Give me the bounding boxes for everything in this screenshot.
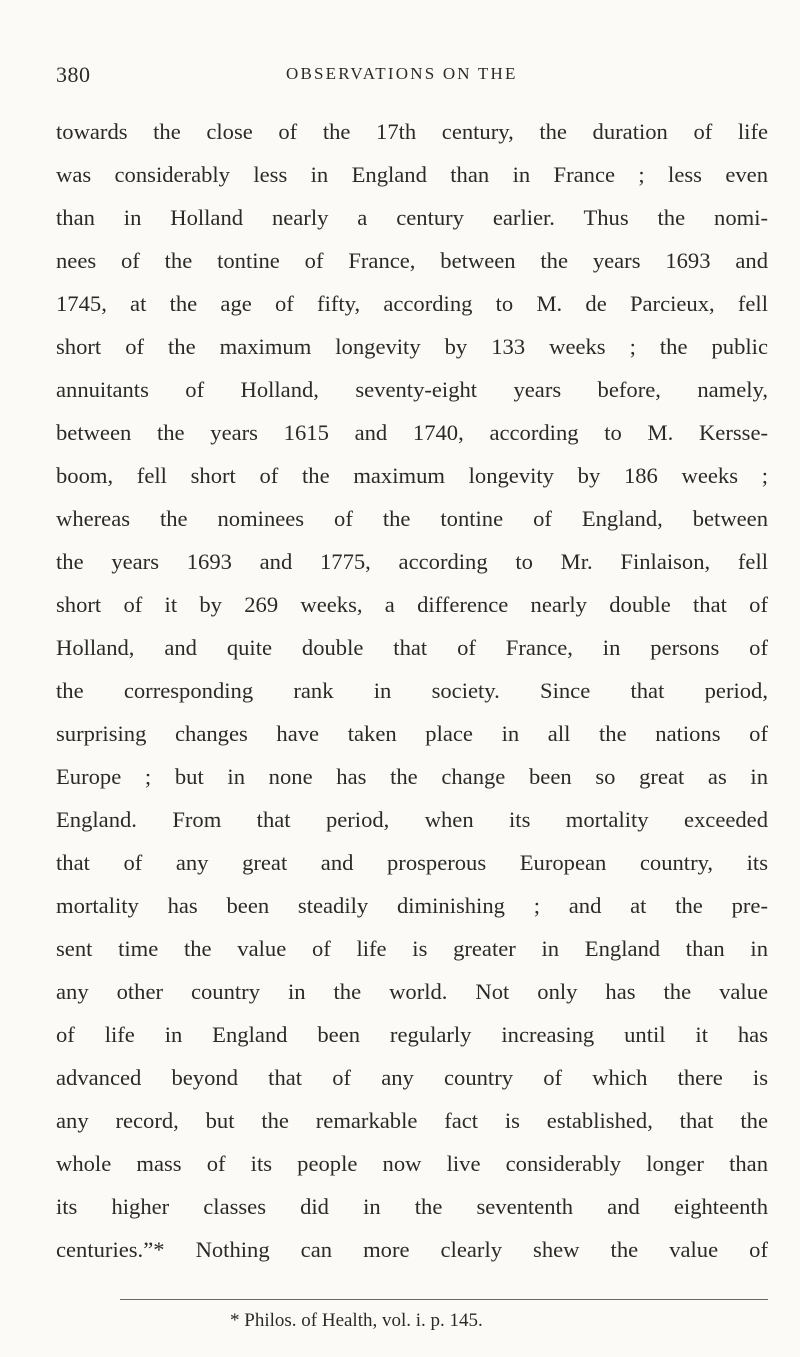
text-line: the years 1693 and 1775, according to Mr. Finlaison, fell <box>56 549 768 574</box>
text-line: short of the maximum longevity by 133 weeks ; the public <box>56 334 768 359</box>
text-line: surprising changes have taken place in all the nations of <box>56 721 768 746</box>
text-line: sent time the value of life is greater in England than in <box>56 936 768 961</box>
text-line: between the years 1615 and 1740, according to M. Kersse- <box>56 420 768 445</box>
text-line: centuries.”* Nothing can more clearly shew the value of <box>56 1237 768 1262</box>
footnote-rule <box>120 1299 768 1300</box>
text-line: whole mass of its people now live considerably longer than <box>56 1151 768 1176</box>
text-line: boom, fell short of the maximum longevity by 186 weeks ; <box>56 463 768 488</box>
running-title: OBSERVATIONS ON THE <box>286 64 518 83</box>
running-head <box>56 62 766 92</box>
text-line: Holland, and quite double that of France, in persons of <box>56 635 768 660</box>
text-line: advanced beyond that of any country of which there is <box>56 1065 768 1090</box>
text-line: mortality has been steadily diminishing ; and at the pre- <box>56 893 768 918</box>
text-line: whereas the nominees of the tontine of England, between <box>56 506 768 531</box>
body-text <box>56 110 768 1271</box>
text-line: Europe ; but in none has the change been so great as in <box>56 764 768 789</box>
text-line: annuitants of Holland, seventy-eight years before, namely, <box>56 377 768 402</box>
text-line: 1745, at the age of fifty, according to M. de Parcieux, fell <box>56 291 768 316</box>
text-line: its higher classes did in the sevententh and eighteenth <box>56 1194 768 1219</box>
text-line: any record, but the remarkable fact is established, that the <box>56 1108 768 1133</box>
footnote: * Philos. of Health, vol. i. p. 145. <box>230 1310 483 1331</box>
text-line: England. From that period, when its mortality exceeded <box>56 807 768 832</box>
text-line: towards the close of the 17th century, the duration of life <box>56 119 768 144</box>
text-line: than in Holland nearly a century earlier. Thus the nomi- <box>56 205 768 230</box>
text-line: was considerably less in England than in France ; less even <box>56 162 768 187</box>
text-line: that of any great and prosperous European country, its <box>56 850 768 875</box>
page-number: 380 <box>56 62 91 87</box>
text-line: the corresponding rank in society. Since that period, <box>56 678 768 703</box>
text-line: of life in England been regularly increasing until it has <box>56 1022 768 1047</box>
text-line: short of it by 269 weeks, a difference nearly double that of <box>56 592 768 617</box>
text-line: nees of the tontine of France, between the years 1693 and <box>56 248 768 273</box>
text-line: any other country in the world. Not only has the value <box>56 979 768 1004</box>
